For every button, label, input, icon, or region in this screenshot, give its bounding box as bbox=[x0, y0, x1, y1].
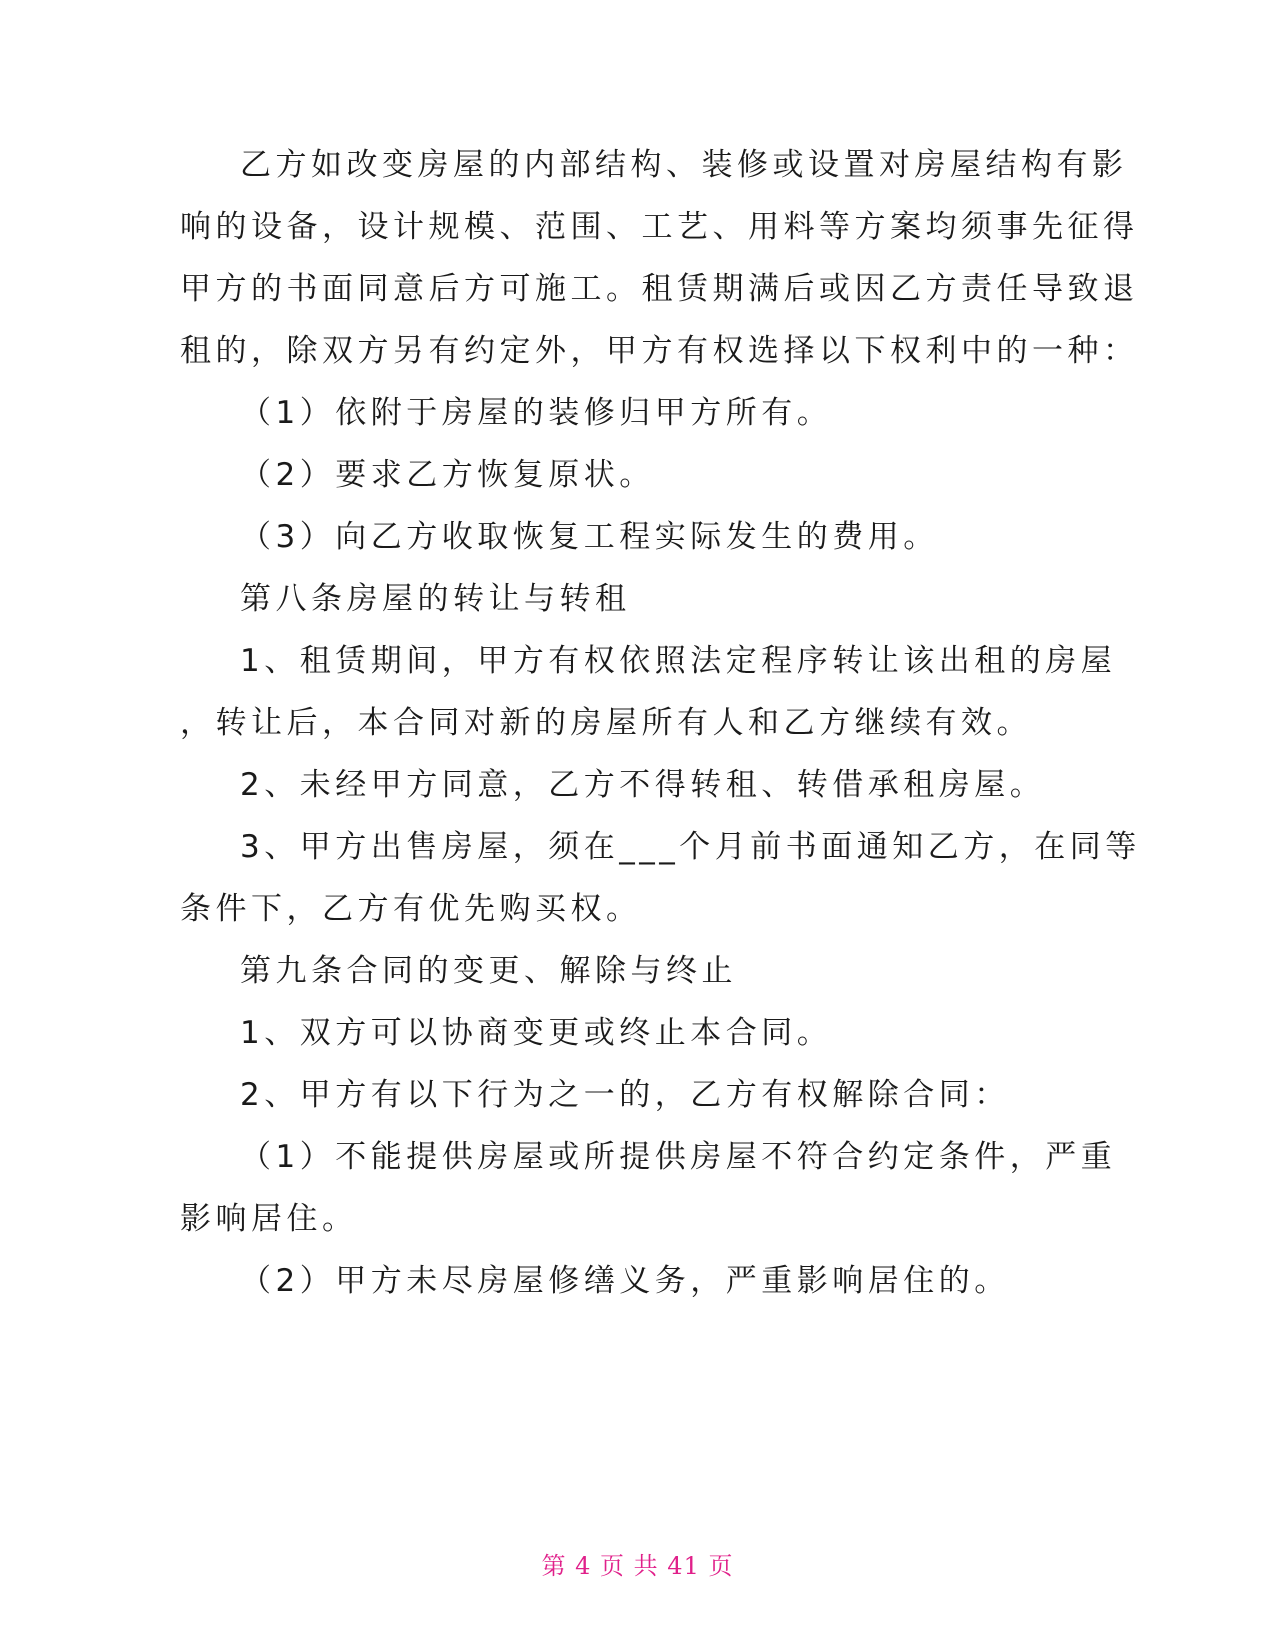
paragraph-line: 1、租赁期间，甲方有权依照法定程序转让该出租的房屋 bbox=[240, 643, 1117, 679]
paragraph-line: 响的设备，设计规模、范围、工艺、用料等方案均须事先征得 bbox=[180, 209, 1139, 245]
paragraph-line: 甲方的书面同意后方可施工。租赁期满后或因乙方责任导致退 bbox=[180, 271, 1139, 307]
paragraph-line: 租的，除双方另有约定外，甲方有权选择以下权利中的一种： bbox=[180, 333, 1139, 369]
paragraph-line: 2、甲方有以下行为之一的，乙方有权解除合同： bbox=[240, 1077, 1010, 1113]
list-item: （3）向乙方收取恢复工程实际发生的费用。 bbox=[240, 519, 939, 555]
list-item: （1）不能提供房屋或所提供房屋不符合约定条件，严重 bbox=[240, 1139, 1117, 1175]
paragraph-line: 2、未经甲方同意，乙方不得转租、转借承租房屋。 bbox=[240, 767, 1046, 803]
paragraph-line: ，转让后，本合同对新的房屋所有人和乙方继续有效。 bbox=[180, 705, 1032, 741]
section-heading: 第九条合同的变更、解除与终止 bbox=[240, 953, 737, 989]
paragraph-line: 影响居住。 bbox=[180, 1201, 358, 1237]
list-item: （1）依附于房屋的装修归甲方所有。 bbox=[240, 395, 833, 431]
paragraph-line: 条件下，乙方有优先购买权。 bbox=[180, 891, 642, 927]
page-number-footer: 第 4 页 共 41 页 bbox=[541, 1552, 734, 1580]
list-item: （2）要求乙方恢复原状。 bbox=[240, 457, 655, 493]
list-item: （2）甲方未尽房屋修缮义务，严重影响居住的。 bbox=[240, 1263, 1010, 1299]
paragraph-line: 1、双方可以协商变更或终止本合同。 bbox=[240, 1015, 833, 1051]
paragraph-line: 3、甲方出售房屋，须在___个月前书面通知乙方，在同等 bbox=[240, 829, 1141, 865]
paragraph-line: 乙方如改变房屋的内部结构、装修或设置对房屋结构有影 bbox=[240, 147, 1128, 183]
section-heading: 第八条房屋的转让与转租 bbox=[240, 581, 631, 617]
